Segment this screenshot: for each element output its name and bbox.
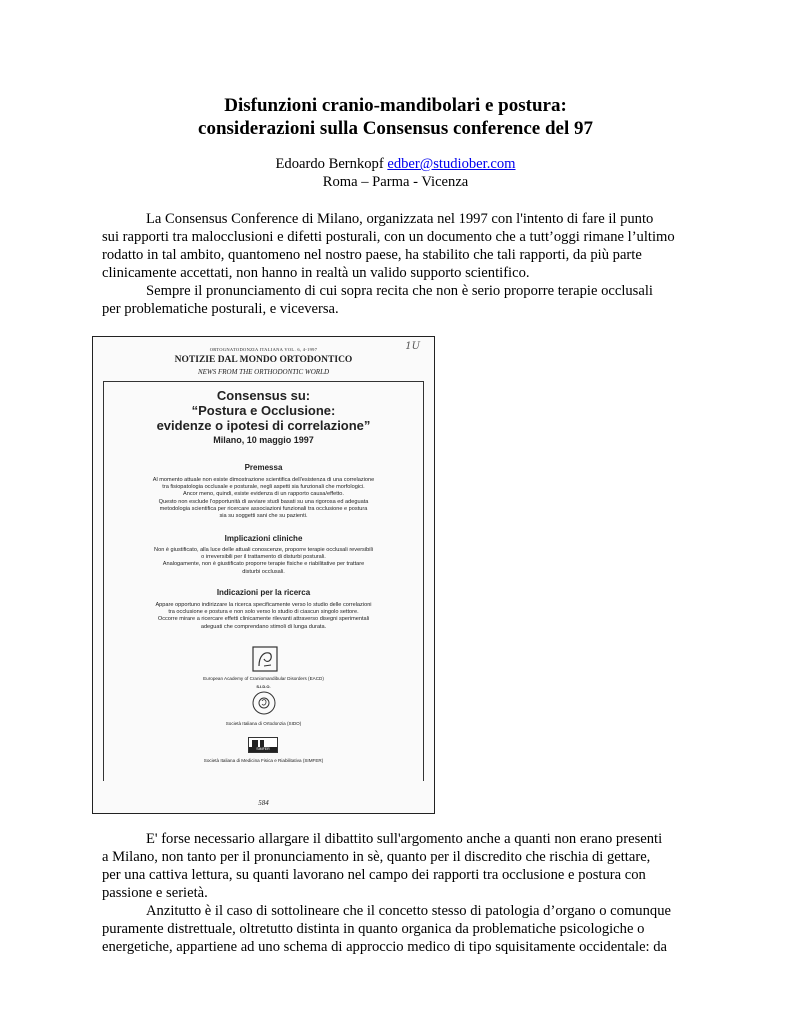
text-line: Sempre il pronunciamento di cui sopra recita che non è serio proporre terapie occlusali: [146, 283, 653, 299]
scan-page-number: 584: [258, 799, 269, 807]
text-line: per problematiche posturali, e viceversa.: [102, 301, 339, 317]
text-line: Anzitutto è il caso di sottolineare che il concetto stesso di patologia d’organo o comunque: [146, 903, 671, 919]
premessa-text: Al momento attuale non esiste dimostrazione scientifica dell'esistenza di una correlazione tra fisiopatologia occlusale e posturale, negli aspetti sia funzionali che morfologici. Ancor meno, quindi, esiste evidenza di un rapporto causa/effetto. Questo non esclude l'opportunità di avviare studi basati su una rigorosa ed adeguata metodologia scientifica per ricercare associazioni funzionali tra occlusione e postura sia su soggetti sani che su pazienti.: [152, 477, 375, 520]
text-line: La Consensus Conference di Milano, organizzata nel 1997 con l'intento di fare il punto: [146, 211, 654, 227]
handwritten-note: 1U: [405, 341, 420, 352]
text-line: rodatto in tal ambito, quantomeno nel nostro paese, ha stabilito che tali rapporti, da più parte: [102, 247, 642, 263]
journal-header: ORTOGNATODONZIA ITALIANA VOL. 6, 4-1997: [209, 347, 318, 352]
implicazioni-text: Non è giustificato, alla luce delle attuali conoscenze, proporre terapie occlusali reversibili o irreversibili per il trattamento di disturbi posturali. Analogamente, non è giustificato proporre terapie fisiche e riabilitative per trattare disturbi occlusali.: [154, 547, 373, 575]
section-title-english: NEWS FROM THE ORTHODONTIC WORLD: [197, 368, 330, 376]
sido-logo-icon: [248, 686, 280, 718]
text-line: E' forse necessario allargare il dibattito sull'argomento anche a quanti non erano presenti: [146, 831, 663, 847]
paper-title-line-2: considerazioni sulla Consensus conference del 97: [198, 118, 593, 139]
eacd-logo-icon: [252, 646, 278, 672]
section-title: NOTIZIE DAL MONDO ORTODONTICO: [174, 355, 353, 365]
text-line: puramente distrettuale, oltretutto distinta in quanto organica da problematiche psicologiche o: [102, 921, 645, 937]
doc-heading-2: “Postura e Occlusione:: [191, 403, 336, 418]
author-name: Edoardo Bernkopf: [275, 156, 388, 172]
paper-title-line-1: Disfunzioni cranio-mandibolari e postura:: [224, 95, 567, 116]
doc-date: Milano, 10 maggio 1997: [213, 435, 314, 445]
sido-logo-text: S.I.D.O.: [256, 684, 271, 689]
scanned-consensus-document: [92, 336, 435, 814]
body-paragraph: [102, 830, 687, 956]
implicazioni-heading: Implicazioni cliniche: [224, 534, 303, 543]
author-line: [0, 155, 791, 173]
text-line: passione e serietà.: [102, 885, 208, 901]
indicazioni-heading: Indicazioni per la ricerca: [216, 588, 311, 597]
doc-heading-1: Consensus su:: [216, 388, 311, 403]
premessa-heading: Premessa: [244, 463, 283, 472]
text-line: clinicamente accettati, non hanno in realtà un valido supporto scientifico.: [102, 265, 530, 281]
text-line: per una cattiva lettura, su quanti lavorano nel campo dei rapporti tra occlusione e postura con: [102, 867, 646, 883]
indicazioni-text: Appare opportuno indirizzare la ricerca specificamente verso lo studio delle correlazioni tra occlusione e postura e non solo verso lo studio di ciascun singolo settore. Occorre mirare a ricercare effetti clinicamente rilevanti attraverso disegni sperimentali adeguati che comprendano stimoli di lunga durata.: [155, 602, 372, 630]
doc-heading-3: evidenze o ipotesi di correlazione”: [156, 418, 371, 433]
simfer-caption: Società Italiana di Medicina Fisica e Riabilitativa (SIMFER): [203, 758, 324, 763]
sido-caption: Società Italiana di Ortodonzia (SIDO): [225, 721, 302, 726]
text-line: a Milano, non tanto per il pronunciamento in sè, quanto per il discredito che rischia di gettare,: [102, 849, 651, 865]
text-line: sui rapporti tra malocclusioni e difetti posturali, con un documento che a tutt’oggi rimane l’ultimo: [102, 229, 675, 245]
text-line: energetiche, appartiene ad uno schema di approccio medico di tipo squisitamente occidentale: da: [102, 939, 668, 955]
simfer-logo-text: SIMFER: [249, 747, 277, 752]
author-email-link[interactable]: edber@studiober.com: [387, 156, 516, 172]
simfer-logo-icon: [248, 737, 278, 753]
eacd-caption: European Academy of Craniomandibular Disorders (EACD): [203, 676, 324, 681]
author-cities: Roma – Parma - Vicenza: [322, 174, 469, 190]
intro-paragraph: [102, 210, 687, 318]
